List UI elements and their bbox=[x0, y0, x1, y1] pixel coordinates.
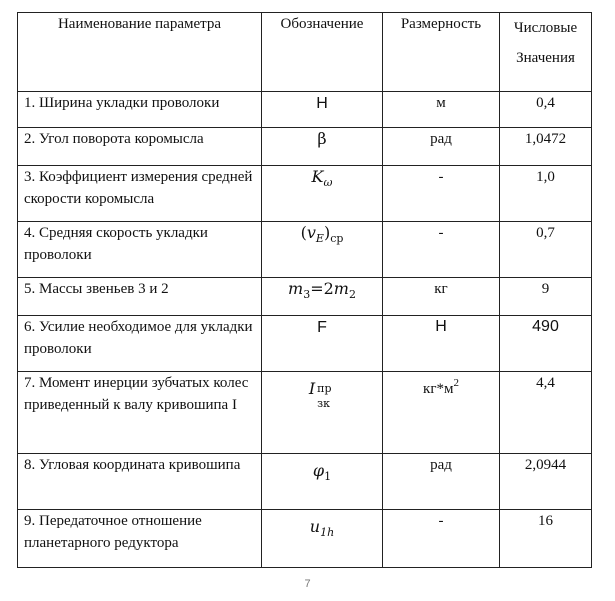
symbol-b: m bbox=[333, 279, 349, 298]
row-symbol bbox=[262, 92, 383, 128]
header-name: Наименование параметра bbox=[18, 13, 262, 92]
row-symbol bbox=[262, 278, 383, 316]
row-dimension bbox=[383, 372, 500, 454]
row-value: 0,7 bbox=[500, 222, 592, 278]
row-name: 4. Средняя скорость укладки проволоки bbox=[18, 222, 262, 278]
table-row bbox=[18, 372, 592, 454]
table-row bbox=[18, 278, 592, 316]
symbol-sub: 1h bbox=[320, 526, 335, 539]
dimension-base: кг*м bbox=[423, 381, 454, 397]
symbol-sub: зк bbox=[317, 397, 331, 410]
dimension-sup: 2 bbox=[453, 377, 459, 389]
row-name: 9. Передаточное отношение планетарного редуктора bbox=[18, 510, 262, 568]
symbol-b-sub: 2 bbox=[348, 288, 356, 301]
header-symbol: Обозначение bbox=[262, 13, 383, 92]
row-name: 6. Усилие необходимое для укладки проволоки bbox=[18, 316, 262, 372]
row-value: 16 bbox=[500, 510, 592, 568]
page-number: 7 bbox=[304, 578, 311, 590]
symbol-main: I bbox=[308, 379, 316, 398]
symbol-sub: E bbox=[315, 232, 324, 245]
table-row bbox=[18, 510, 592, 568]
row-dimension: - bbox=[383, 222, 500, 278]
row-value: 9 bbox=[500, 278, 592, 316]
row-dimension: - bbox=[383, 166, 500, 222]
parameters-table bbox=[17, 12, 592, 568]
symbol-a-sub: 3 bbox=[303, 288, 311, 301]
row-value: 1,0472 bbox=[500, 128, 592, 166]
row-symbol bbox=[262, 454, 383, 510]
row-symbol bbox=[262, 372, 383, 454]
row-dimension: кг bbox=[383, 278, 500, 316]
row-name: 7. Момент инерции зубчатых колес приведенный к валу кривошипа I bbox=[18, 372, 262, 454]
row-dimension: рад bbox=[383, 128, 500, 166]
table-row bbox=[18, 166, 592, 222]
symbol-main: K bbox=[311, 167, 324, 186]
row-name: 3. Коэффициент измерения средней скорости коромысла bbox=[18, 166, 262, 222]
symbol-close: ) bbox=[323, 223, 331, 242]
row-dimension: рад bbox=[383, 454, 500, 510]
table-row bbox=[18, 92, 592, 128]
table-row bbox=[18, 222, 592, 278]
symbol-main: u bbox=[309, 517, 321, 536]
row-value bbox=[500, 316, 592, 372]
table-row bbox=[18, 128, 592, 166]
row-value: 0,4 bbox=[500, 92, 592, 128]
symbol-sub: 1 bbox=[324, 470, 332, 483]
table-header-row bbox=[18, 13, 592, 92]
value-text: 490 bbox=[532, 318, 559, 335]
header-value-line2: Значения bbox=[516, 50, 575, 66]
row-value: 4,4 bbox=[500, 372, 592, 454]
row-value: 1,0 bbox=[500, 166, 592, 222]
row-symbol bbox=[262, 316, 383, 372]
row-name: 8. Угловая координата кривошипа bbox=[18, 454, 262, 510]
row-name: 5. Массы звеньев 3 и 2 bbox=[18, 278, 262, 316]
row-dimension: - bbox=[383, 510, 500, 568]
header-dimension: Размерность bbox=[383, 13, 500, 92]
symbol-sub: ω bbox=[323, 176, 333, 189]
symbol-outer-sub: ср bbox=[330, 232, 344, 245]
symbol-open: ( bbox=[300, 223, 307, 242]
table-row bbox=[18, 316, 592, 372]
row-symbol bbox=[262, 510, 383, 568]
symbol-main: v bbox=[306, 223, 316, 242]
symbol-text: β bbox=[317, 129, 327, 148]
row-dimension: м bbox=[383, 92, 500, 128]
symbol-a: m bbox=[288, 279, 304, 298]
row-symbol bbox=[262, 222, 383, 278]
header-value bbox=[500, 13, 592, 92]
dimension-text: Н bbox=[435, 318, 447, 335]
header-value-line1: Числовые bbox=[513, 20, 578, 36]
row-dimension bbox=[383, 316, 500, 372]
row-name: 1. Ширина укладки проволоки bbox=[18, 92, 262, 128]
symbol-eq: =2 bbox=[310, 279, 334, 298]
symbol-text: F bbox=[317, 319, 327, 336]
row-symbol bbox=[262, 128, 383, 166]
symbol-sup: пр bbox=[317, 382, 332, 395]
row-name: 2. Угол поворота коромысла bbox=[18, 128, 262, 166]
symbol-text: H bbox=[316, 95, 328, 112]
row-symbol bbox=[262, 166, 383, 222]
table-row bbox=[18, 454, 592, 510]
row-value: 2,0944 bbox=[500, 454, 592, 510]
symbol-stack bbox=[308, 378, 335, 410]
symbol-main: φ bbox=[312, 461, 325, 480]
